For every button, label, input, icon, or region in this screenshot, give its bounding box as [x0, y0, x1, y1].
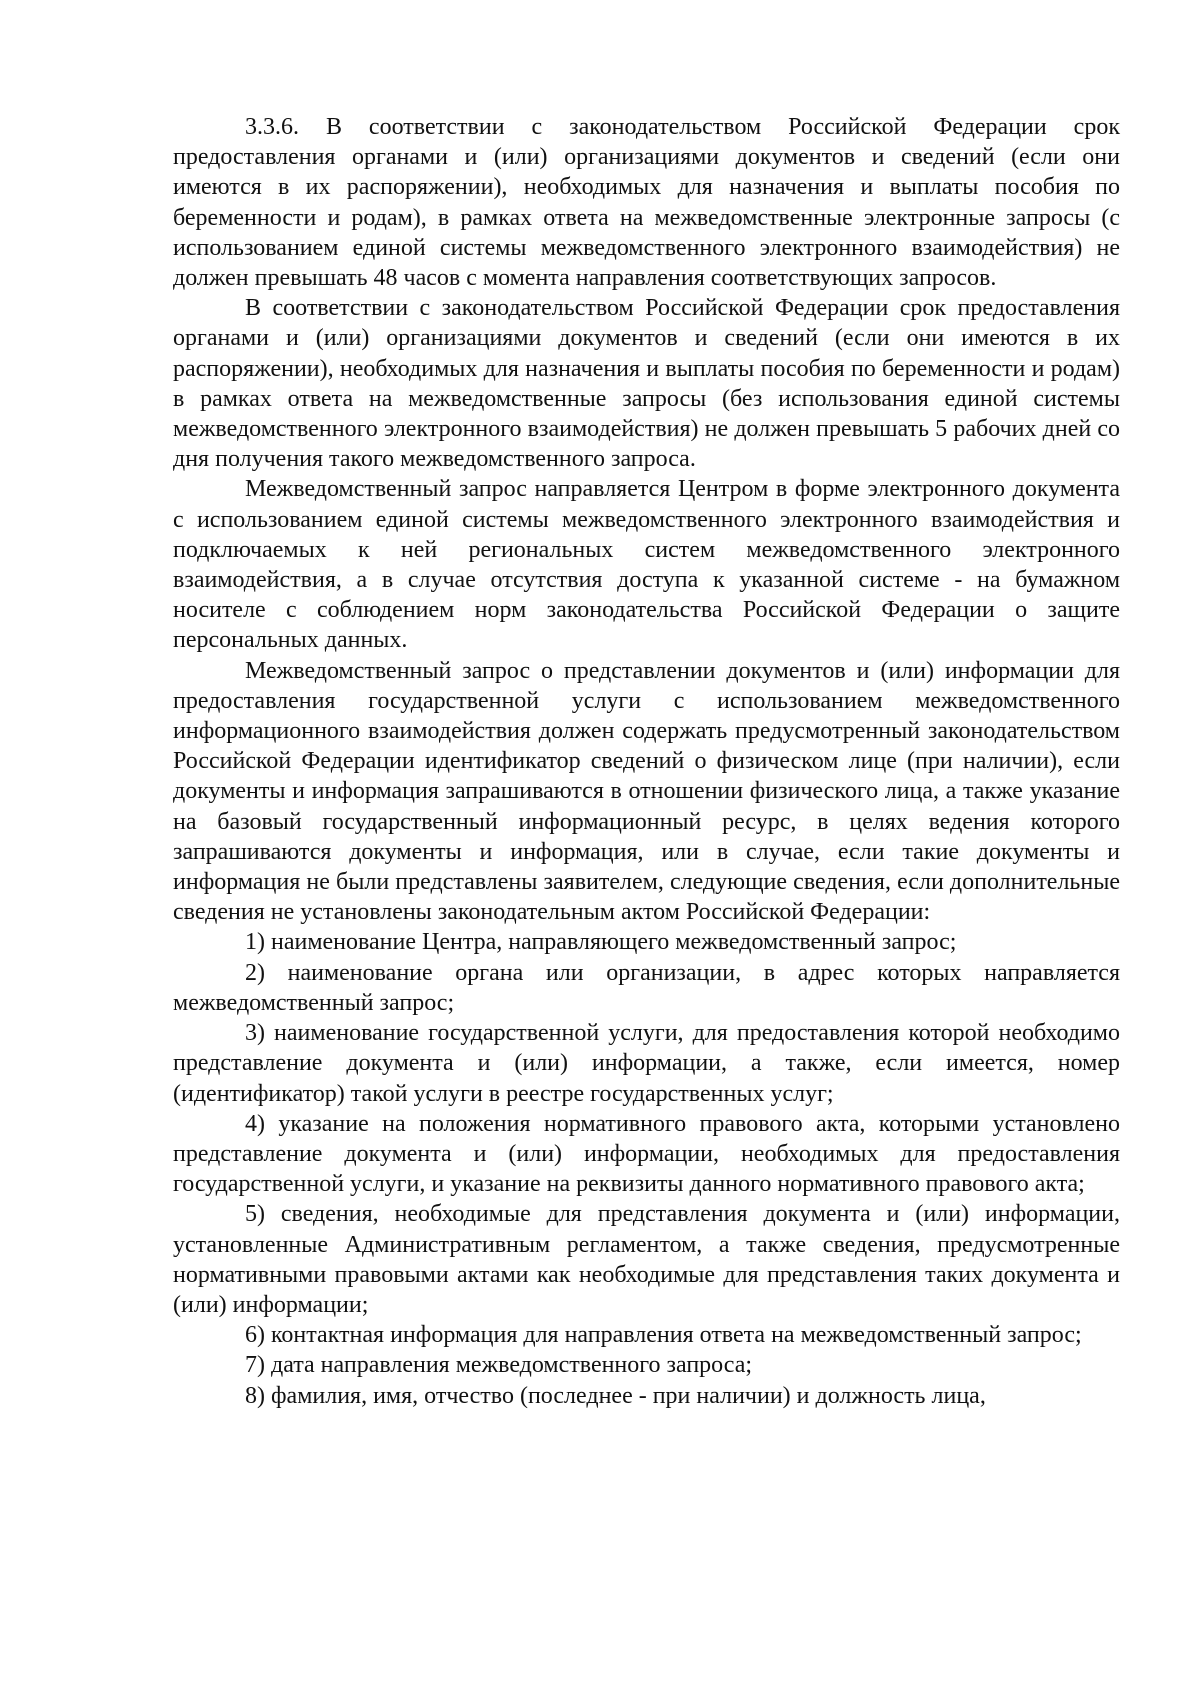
paragraph-request-contents: Межведомственный запрос о представлении документов и (или) информации для предоставления государственной услуги с использованием межведомственного информационного взаимодействия должен содержать предусмотренный законодательством Российской Федерации идентификатор сведений о физическом лице (при наличии), если документы и информация запрашиваются в отношении физического лица, а также указание на базовый государственный информационный ресурс, в целях ведения которого запрашиваются документы и информация, или в случае, если такие документы и информация не были представлены заявителем, следующие сведения, если дополнительные сведения не установлены законодательным актом Российской Федерации:	[173, 657, 1120, 926]
list-item-6: 6) контактная информация для направления ответа на межведомственный запрос;	[245, 1322, 1082, 1349]
list-item-7: 7) дата направления межведомственного запроса;	[245, 1352, 753, 1379]
paragraph-request-term-paper: В соответствии с законодательством Российской Федерации срок предоставления органами и (или) организациями документов и сведений (если они имеются в их распоряжении), необходимых для назначения и выплаты пособия по беременности и родам) в рамках ответа на межведомственные запросы (без использования единой системы межведомственного электронного взаимодействия) не должен превышать 5 рабочих дней со дня получения такого межведомственного запроса.	[173, 295, 1120, 473]
list-item-1: 1) наименование Центра, направляющего межведомственный запрос;	[245, 929, 957, 956]
list-item-3: 3) наименование государственной услуги, для предоставления которой необходимо представление документа и (или) информации, а также, если имеется, номер (идентификатор) такой услуги в реестре государственных услуг;	[173, 1020, 1120, 1107]
paragraph-request-form: Межведомственный запрос направляется Центром в форме электронного документа с использованием единой системы межведомственного электронного взаимодействия и подключаемых к ней региональных систем межведомственного электронного взаимодействия, а в случае отсутствия доступа к указанной системе - на бумажном носителе с соблюдением норм законодательства Российской Федерации о защите персональных данных.	[173, 476, 1120, 654]
paragraph-3-3-6: 3.3.6. В соответствии с законодательством Российской Федерации срок предоставления органами и (или) организациями документов и сведений (если они имеются в их распоряжении), необходимых для назначения и выплаты пособия по беременности и родам), в рамках ответа на межведомственные электронные запросы (с использованием единой системы межведомственного электронного взаимодействия) не должен превышать 48 часов с момента направления соответствующих запросов.	[173, 114, 1120, 292]
list-item-5: 5) сведения, необходимые для представления документа и (или) информации, установленные Административным регламентом, а также сведения, предусмотренные нормативными правовыми актами как необходимые для представления таких документа и (или) информации;	[173, 1201, 1120, 1318]
list-item-8: 8) фамилия, имя, отчество (последнее - при наличии) и должность лица,	[245, 1382, 986, 1409]
list-item-2: 2) наименование органа или организации, в адрес которых направляется межведомственный запрос;	[173, 959, 1120, 1016]
list-item-4: 4) указание на положения нормативного правового акта, которыми установлено представление документа и (или) информации, необходимых для предоставления государственной услуги, и указание на реквизиты данного нормативного правового акта;	[173, 1110, 1120, 1198]
document-body	[173, 112, 1120, 1411]
